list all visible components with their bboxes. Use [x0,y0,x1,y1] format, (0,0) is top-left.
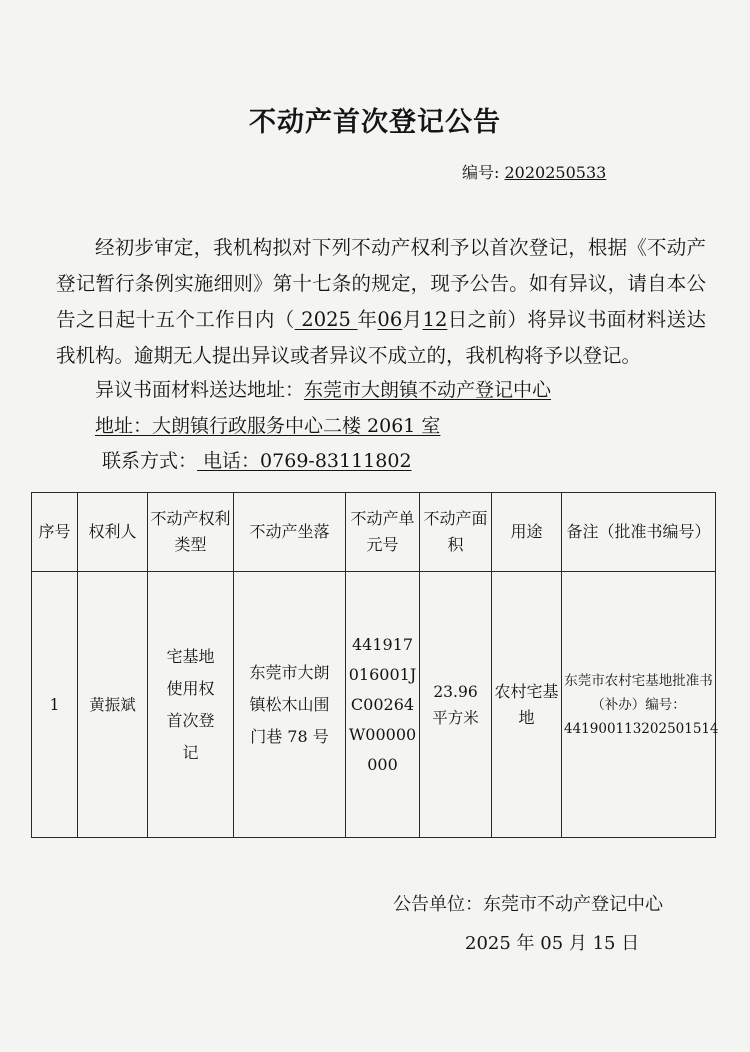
column-header: 不动产单元号 [346,493,420,572]
issuing-unit: 公告单位：东莞市不动产登记中心 [393,894,663,915]
cell-unit-number: 441917016001JC00264W00000000 [346,572,420,838]
area-unit: 平方米 [432,708,479,727]
submission-label: 异议书面材料送达地址： [95,379,305,401]
cell-serial-no: 1 [32,572,78,838]
column-header: 备注（批准书编号） [562,493,716,572]
cell-holder: 黄振斌 [78,572,148,838]
doc-no-value: 2020250533 [504,163,607,182]
registration-table [31,492,719,838]
submission-address-line [95,375,551,402]
cell-location: 东莞市大朗镇松木山围门巷 78 号 [234,572,346,838]
deadline-month: 06 [377,308,403,331]
office-address: 地址：大朗镇行政服务中心二楼 2061 室 [95,415,441,437]
column-header: 用途 [492,493,562,572]
cell-right-type: 宅基地使用权首次登记 [148,572,234,838]
column-header: 序号 [32,493,78,572]
column-header: 不动产坐落 [234,493,346,572]
column-header: 不动产面积 [420,493,492,572]
deadline-month-suffix: 月 [402,308,423,331]
deadline-year-suffix: 年 [357,308,378,331]
document-number [462,160,606,183]
notice-body [56,230,706,374]
paragraph-text-b: 日之前）将异议书面材料送达我机构。逾期无人提出异议或者异议不成立的，我机构将予以登记。 [56,308,706,367]
doc-no-label: 编号: [462,163,500,182]
contact-label: 联系方式： [102,450,198,472]
cell-area [420,572,492,838]
table-header-row [32,493,716,572]
deadline-day: 12 [422,308,448,331]
office-address-line [95,411,440,438]
contact-line [102,446,412,473]
table-row [32,572,716,838]
issue-date: 2025 年 05 月 15 日 [465,933,640,954]
cell-use: 农村宅基地 [492,572,562,838]
notice-paragraph [56,230,706,374]
column-header: 权利人 [78,493,148,572]
submission-value: 东莞市大朗镇不动产登记中心 [304,379,552,401]
column-header: 不动产权利类型 [148,493,234,572]
area-value: 23.96 [433,682,478,701]
contact-phone: 电话：0769-83111802 [197,450,412,472]
paragraph-text-a: 经初步审定，我机构拟对下列不动产权利予以首次登记，根据《不动产登记暂行条例实施细则》第十七条的规定，现予公告。如有异议，请自本公告之日起十五个工作日内（ [56,236,706,331]
page-title: 不动产首次登记公告 [249,107,501,138]
cell-note: 东莞市农村宅基地批准书（补办）编号：441900113202501514 [562,572,716,838]
deadline-year: 2025 [294,308,358,331]
